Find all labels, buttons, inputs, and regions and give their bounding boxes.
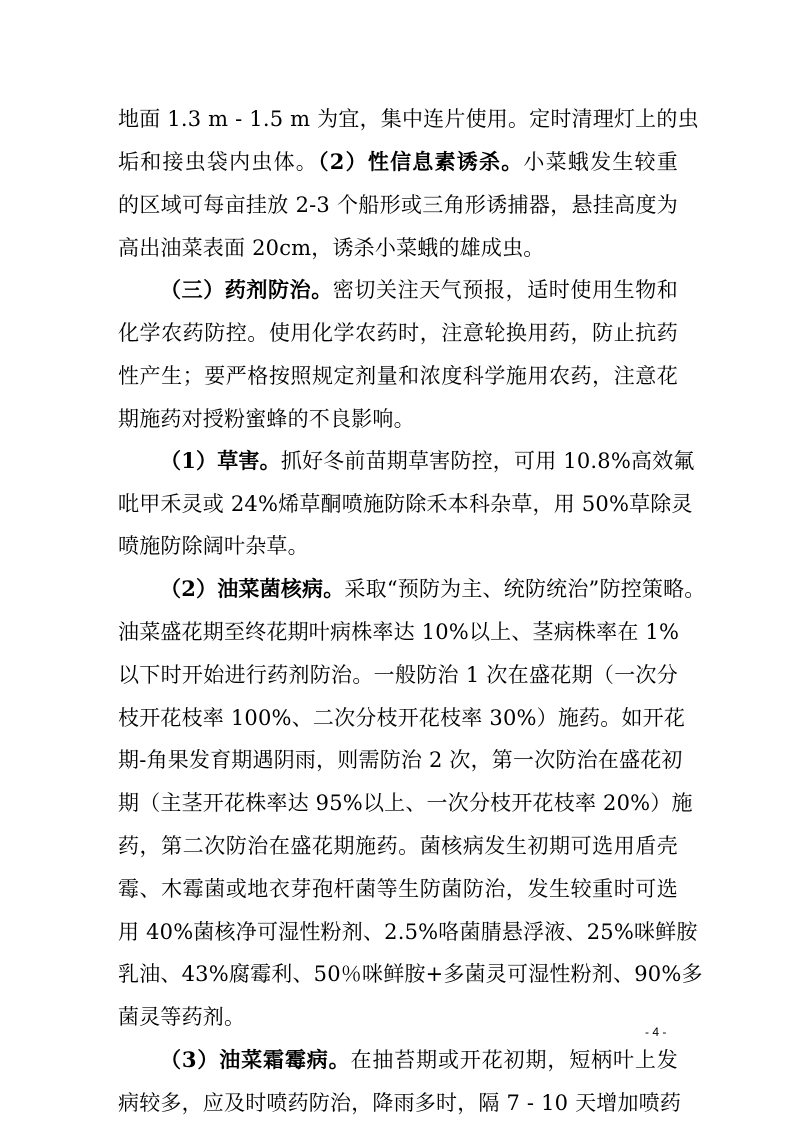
text-line xyxy=(118,960,703,988)
subheading-weed-damage: （1）草害。 xyxy=(160,448,281,473)
text-segment: 采取“预防为主、统防统治”防控策略。 xyxy=(344,577,706,601)
text-line xyxy=(118,191,678,219)
text-segment: 期-角果发育期遇阴雨，则需防治 2 次，第一次防治在盛花初 xyxy=(118,748,683,772)
text-line xyxy=(118,1089,682,1117)
text-line xyxy=(118,746,683,774)
text-line xyxy=(118,661,678,689)
text-segment: 地面 1.3 m - 1.5 m 为宜，集中连片使用。定时清理灯上的虫 xyxy=(118,107,699,131)
section-heading-chemical-control: （三）药剂防治。 xyxy=(160,277,333,302)
text-segment: 吡甲禾灵或 24%烯草酮喷施防除禾本科杂草，用 50%草除灵 xyxy=(118,492,693,516)
text-segment: 期施药对授粉蜜蜂的不良影响。 xyxy=(118,407,415,431)
text-segment: 抓好冬前苗期草害防控，可用 10.8%高效氟 xyxy=(280,449,695,473)
text-segment: 的区域可每亩挂放 2-3 个船形或三角形诱捕器，悬挂高度为 xyxy=(118,193,678,217)
text-line xyxy=(118,490,693,518)
text-segment: 垢和接虫袋内虫体。 xyxy=(118,150,319,174)
text-segment: 霉、木霉菌或地衣芽孢杆菌等生防菌防治，发生较重时可选 xyxy=(118,877,678,901)
subheading-sex-pheromone: （2）性信息素诱杀。 xyxy=(318,149,524,174)
text-line xyxy=(118,405,415,433)
text-segment: 以下时开始进行药剂防治。一般防治 1 次在盛花期（一次分 xyxy=(118,663,678,687)
text-line xyxy=(118,832,678,860)
text-segment: 性产生；要严格按照规定剂量和浓度科学施用农药，注意花 xyxy=(118,364,678,388)
text-line xyxy=(118,148,678,176)
text-segment: 化学农药防控。使用化学农药时，注意轮换用药，防止抗药 xyxy=(118,321,678,345)
page-number: - 4 - xyxy=(645,1025,667,1039)
text-line xyxy=(160,447,695,475)
text-segment: 高出油菜表面 20cm，诱杀小菜蛾的雄成虫。 xyxy=(118,236,545,260)
text-segment: 药，第二次防治在盛花期施药。菌核病发生初期可选用盾壳 xyxy=(118,834,678,858)
text-segment: 用 40%菌核净可湿性粉剂、2.5%咯菌腈悬浮液、25%咪鲜胺 xyxy=(118,920,698,944)
text-line xyxy=(118,1003,245,1031)
text-line xyxy=(118,875,678,903)
text-line xyxy=(118,362,678,390)
text-segment: 密切关注天气预报，适时使用生物和 xyxy=(332,278,678,302)
text-line xyxy=(160,276,678,304)
text-line xyxy=(160,575,706,603)
text-line xyxy=(118,918,698,946)
text-segment: 乳油、43%腐霉利、50％咪鲜胺+多菌灵可湿性粉剂、90%多 xyxy=(118,962,703,986)
text-line xyxy=(118,532,309,560)
text-segment: 喷施防除阔叶杂草。 xyxy=(118,534,309,558)
subheading-downy-mildew: （3）油菜霜霉病。 xyxy=(160,1047,351,1072)
text-line xyxy=(160,1046,678,1074)
text-line xyxy=(118,234,544,262)
text-line xyxy=(118,704,686,732)
text-line xyxy=(118,789,693,817)
text-segment: 在抽苔期或开花初期，短柄叶上发 xyxy=(350,1048,678,1072)
subheading-sclerotinia: （2）油菜菌核病。 xyxy=(160,576,345,601)
text-line xyxy=(118,618,678,646)
text-line xyxy=(118,105,699,133)
text-segment: 期（主茎开花株率达 95%以上、一次分枝开花枝率 20%）施 xyxy=(118,791,693,815)
text-segment: 菌灵等药剂。 xyxy=(118,1005,246,1029)
text-segment: 油菜盛花期至终花期叶病株率达 10%以上、茎病株率在 1% xyxy=(118,620,680,644)
text-line xyxy=(118,319,678,347)
text-segment: 枝开花枝率 100%、二次分枝开花枝率 30%）施药。如开花 xyxy=(118,706,686,730)
text-segment: 小菜蛾发生较重 xyxy=(523,150,678,174)
text-segment: 病较多，应及时喷药防治，降雨多时，隔 7 - 10 天增加喷药 xyxy=(118,1091,682,1115)
